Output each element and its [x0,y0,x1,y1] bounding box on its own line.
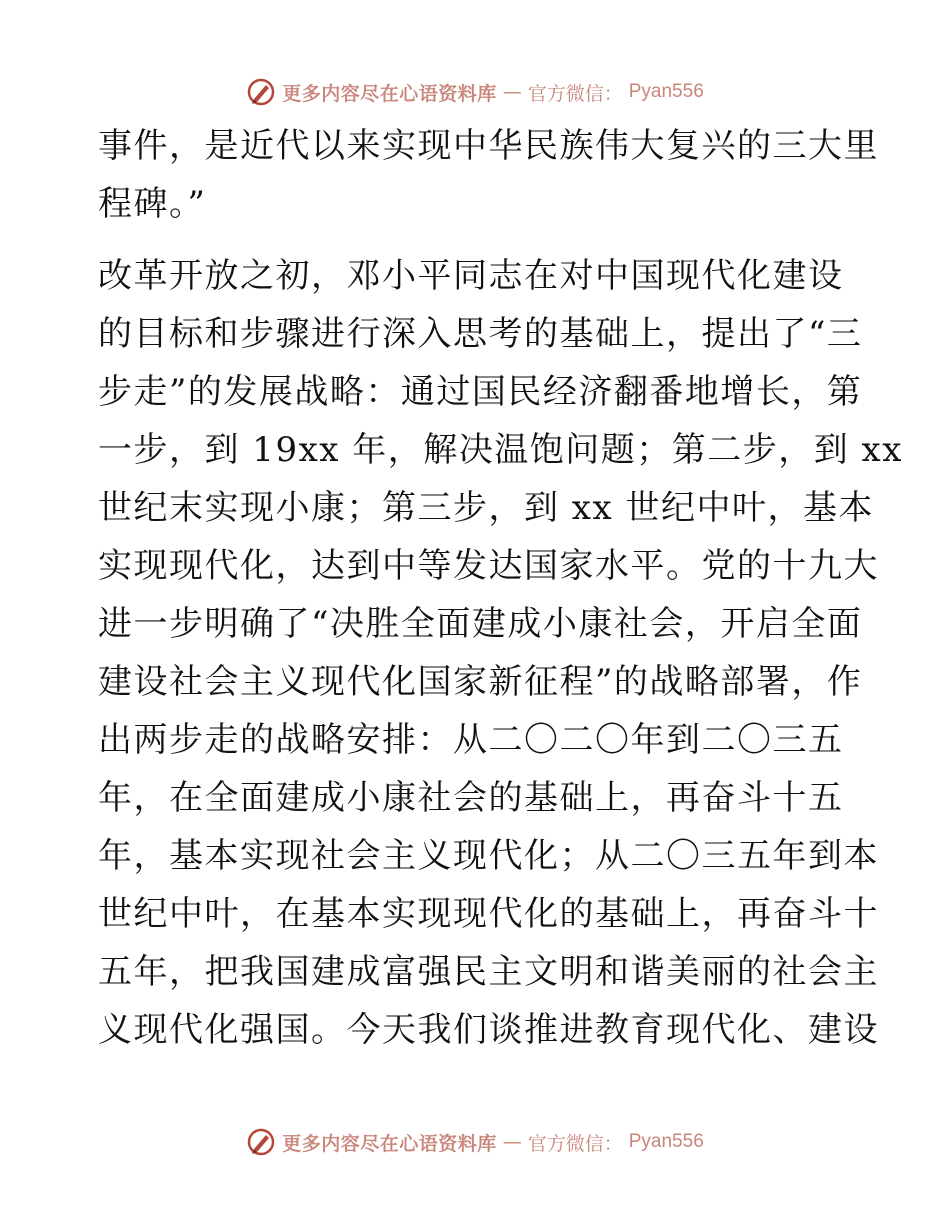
watermark-wechat-label: 官方微信： [527,82,623,105]
header-watermark [0,72,950,112]
watermark-site-text: 更多内容尽在心语资料库 [282,82,497,105]
text-line: 出两步走的战略安排：从二〇二〇年到二〇三五 [98,720,844,760]
paragraph-gap [98,233,858,247]
paragraph-2 [98,247,903,1059]
watermark-separator: — [502,1131,522,1153]
watermark-site-text: 更多内容尽在心语资料库 [282,1132,497,1155]
text-line: 的目标和步骤进行深入思考的基础上，提出了“三 [98,314,863,354]
footer-watermark [0,1122,950,1162]
pen-circle-logo-icon [246,1127,276,1157]
text-line: 世纪中叶，在基本实现现代化的基础上，再奋斗十 [98,894,879,934]
text-line: 义现代化强国。今天我们谈推进教育现代化、建设 [98,1010,879,1050]
text-line: 一步，到 19xx 年，解决温饱问题；第二步，到 xx [98,430,903,470]
text-line: 年，在全面建成小康社会的基础上，再奋斗十五 [98,778,844,818]
watermark-wechat-id: Pyan556 [628,1131,704,1152]
watermark-wechat-label: 官方微信： [527,1132,623,1155]
text-line: 建设社会主义现代化国家新征程”的战略部署，作 [98,662,863,702]
text-line: 改革开放之初，邓小平同志在对中国现代化建设 [98,256,844,296]
text-line: 实现现代化，达到中等发达国家水平。党的十九大 [98,546,879,586]
document-body [98,117,903,1059]
text-line: 进一步明确了“决胜全面建成小康社会，开启全面 [98,604,863,644]
paragraph-1 [98,117,879,233]
text-line: 程碑。” [98,184,207,224]
text-line: 事件，是近代以来实现中华民族伟大复兴的三大里 [98,126,879,166]
text-line: 五年，把我国建成富强民主文明和谐美丽的社会主 [98,952,879,992]
text-line: 世纪末实现小康；第三步，到 xx 世纪中叶，基本 [98,488,874,528]
pen-circle-logo-icon [246,77,276,107]
watermark-wechat-id: Pyan556 [628,81,704,102]
watermark-separator: — [502,81,522,103]
text-line: 年，基本实现社会主义现代化；从二〇三五年到本 [98,836,879,876]
text-line: 步走”的发展战略：通过国民经济翻番地增长，第 [98,372,863,412]
